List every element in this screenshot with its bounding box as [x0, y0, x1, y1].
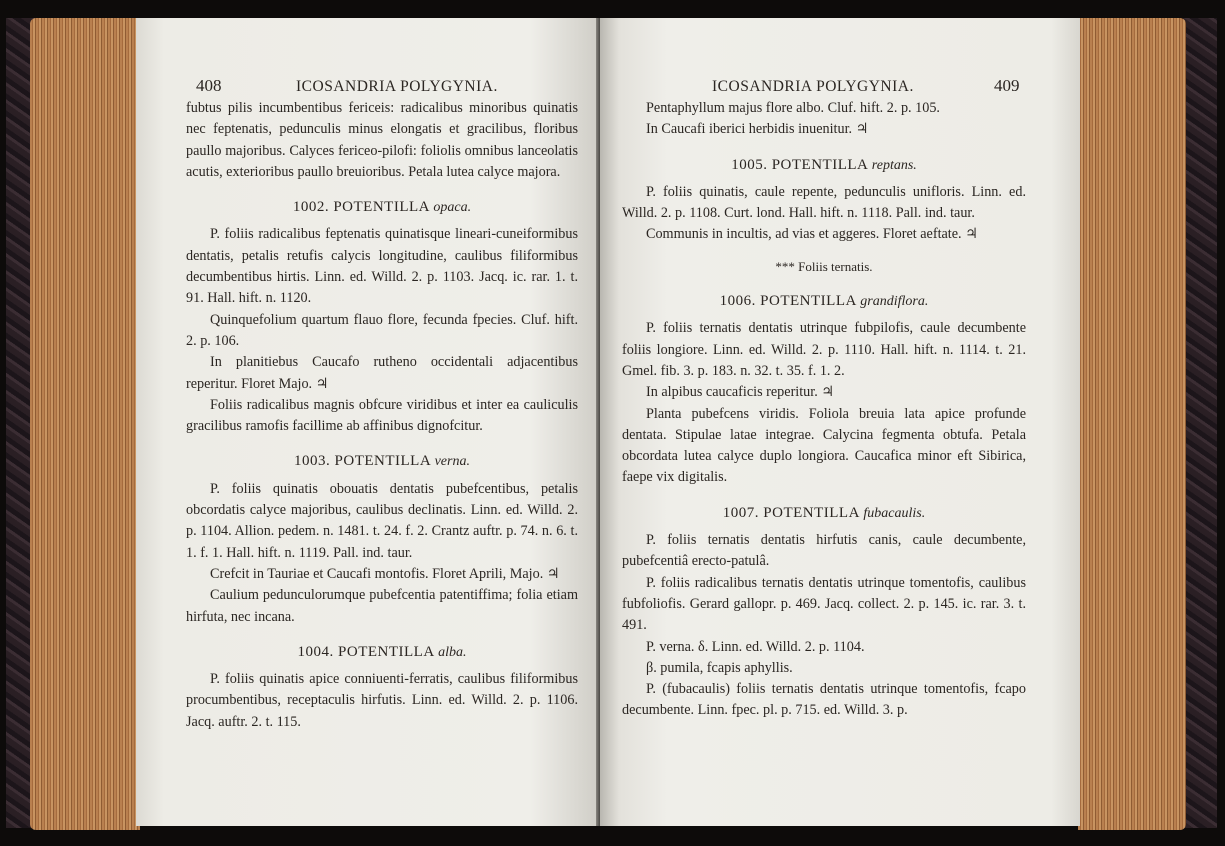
paragraph: Foliis radicalibus magnis obfcure viridibus et inter ea cauliculis gracilibus ramofis facillime ab affinibus dignofcitur. — [186, 396, 578, 435]
running-head: ICOSANDRIA POLYGYNIA. — [296, 78, 498, 95]
left-page — [136, 18, 600, 826]
paragraph: Caulium pedunculorumque pubefcentia patentiffima; folia etiam hirfuta, nec incana. — [186, 587, 578, 625]
right-text-block — [622, 98, 1026, 722]
paragraph: P. foliis radicalibus feptenatis quinatisque lineari-cuneiformibus dentatis, petalis retufis calycis longitudine, caulibus filiformibus decumbentibus hirtis. Linn. ed. Willd. 2. p. 1103. Jacq. ic. rar. 1. t. 91. Hall. hift. n. 1120. — [186, 226, 578, 307]
paragraph: Communis in incultis, ad vias et aggeres. Floret aeftate. ♃ — [646, 226, 978, 243]
page-edges-right — [1078, 18, 1186, 830]
marble-cover-right — [1183, 18, 1217, 828]
paragraph: P. foliis radicalibus ternatis dentatis utrinque tomentofis, caulibus fubfoliofis. Gerard gallopr. p. 469. Jacq. collect. 2. p. 145. ic. rar. 3. t. 491. — [622, 574, 1026, 634]
paragraph: P. foliis quinatis obouatis dentatis pubefcentibus, petalis obcordatis calyce majoribus, caulibus declinatis. Linn. ed. Willd. 2. p. 1104. Allion. pedem. n. 1481. t. 24. f. 2. Crantz auftr. p. 74. n. 6. t. 1. f. 1. Hall. hift. n. 1119. Pall. ind. taur. — [186, 480, 578, 561]
paragraph: P. foliis quinatis, caule repente, pedunculis unifloris. Linn. ed. Willd. 2. p. 1108. Curt. lond. Hall. hift. n. 1118. Pall. ind. taur. — [622, 183, 1026, 222]
species-heading: 1004. POTENTILLA alba. — [297, 643, 467, 660]
species-heading: 1005. POTENTILLA reptans. — [731, 156, 917, 173]
page-number: 408 — [196, 76, 222, 95]
paragraph: In Caucafi iberici herbidis inuenitur. ♃ — [646, 121, 869, 138]
species-heading: 1002. POTENTILLA opaca. — [292, 199, 472, 216]
running-head: ICOSANDRIA POLYGYNIA. — [712, 78, 914, 95]
paragraph: In planitiebus Caucafo rutheno occidentali adjacentibus reperitur. Floret Majo. ♃ — [186, 354, 578, 392]
species-heading: 1007. POTENTILLA fubacaulis. — [722, 504, 926, 521]
paragraph: P. foliis ternatis dentatis hirfutis canis, caule decumbente, pubefcentiâ erecto-patulâ. — [622, 532, 1026, 570]
paragraph: P. verna. δ. Linn. ed. Willd. 2. p. 1104. — [646, 638, 865, 655]
paragraph: fubtus pilis incumbentibus fericeis: radicalibus minoribus quinatis nec feptenatis, pedunculis minus elongatis et gracilibus, floribus paullo majoribus. Calyces fericeo-pilofi: foliolis omnibus lanceolatis acutis, exterioribus paullo breuioribus. Petala lutea calyce majora. — [186, 100, 578, 180]
paragraph: Pentaphyllum majus flore albo. Cluf. hift. 2. p. 105. — [646, 100, 940, 116]
paragraph: P. (fubacaulis) foliis ternatis dentatis utrinque tomentofis, fcapo decumbente. Linn. fpec. pl. p. 715. ed. Willd. 3. p. — [622, 681, 1026, 719]
paragraph: Planta pubefcens viridis. Foliola breuia lata apice profunde dentata. Stipulae latae integrae. Calycina fegmenta obtufa. Petala obcordata lutea calyce duplo longiora. Caucafica minor eft Sibirica, faepe vix digitalis. — [622, 405, 1026, 486]
page-edges-left — [30, 18, 140, 830]
section-heading: *** Foliis ternatis. — [775, 258, 873, 274]
paragraph: Quinquefolium quartum flauo flore, fecunda fpecies. Cluf. hift. 2. p. 106. — [186, 311, 578, 349]
paragraph: β. pumila, fcapis aphyllis. — [646, 659, 793, 676]
paragraph: Crefcit in Tauriae et Caucafi montofis. Floret Aprili, Majo. ♃ — [210, 565, 560, 582]
paragraph: In alpibus caucaficis reperitur. ♃ — [646, 384, 835, 401]
page-number: 409 — [994, 76, 1020, 95]
left-text-block — [186, 98, 578, 733]
species-heading: 1006. POTENTILLA grandiflora. — [719, 293, 929, 310]
right-page — [600, 18, 1080, 826]
paragraph: P. foliis ternatis dentatis utrinque fubpilofis, caule decumbente foliis longiore. Linn. ed. Willd. 2. p. 1110. Hall. hift. n. 1114. t. 21. Gmel. fib. 3. p. 183. n. 32. t. 35. f. 1. 2. — [622, 320, 1026, 379]
species-heading: 1003. POTENTILLA verna. — [294, 453, 470, 470]
paragraph: P. foliis quinatis apice conniuenti-ferratis, caulibus filiformibus procumbentibus, receptaculis hirfutis. Linn. ed. Willd. 2. p. 1106. Jacq. auftr. 2. t. 115. — [186, 671, 578, 730]
